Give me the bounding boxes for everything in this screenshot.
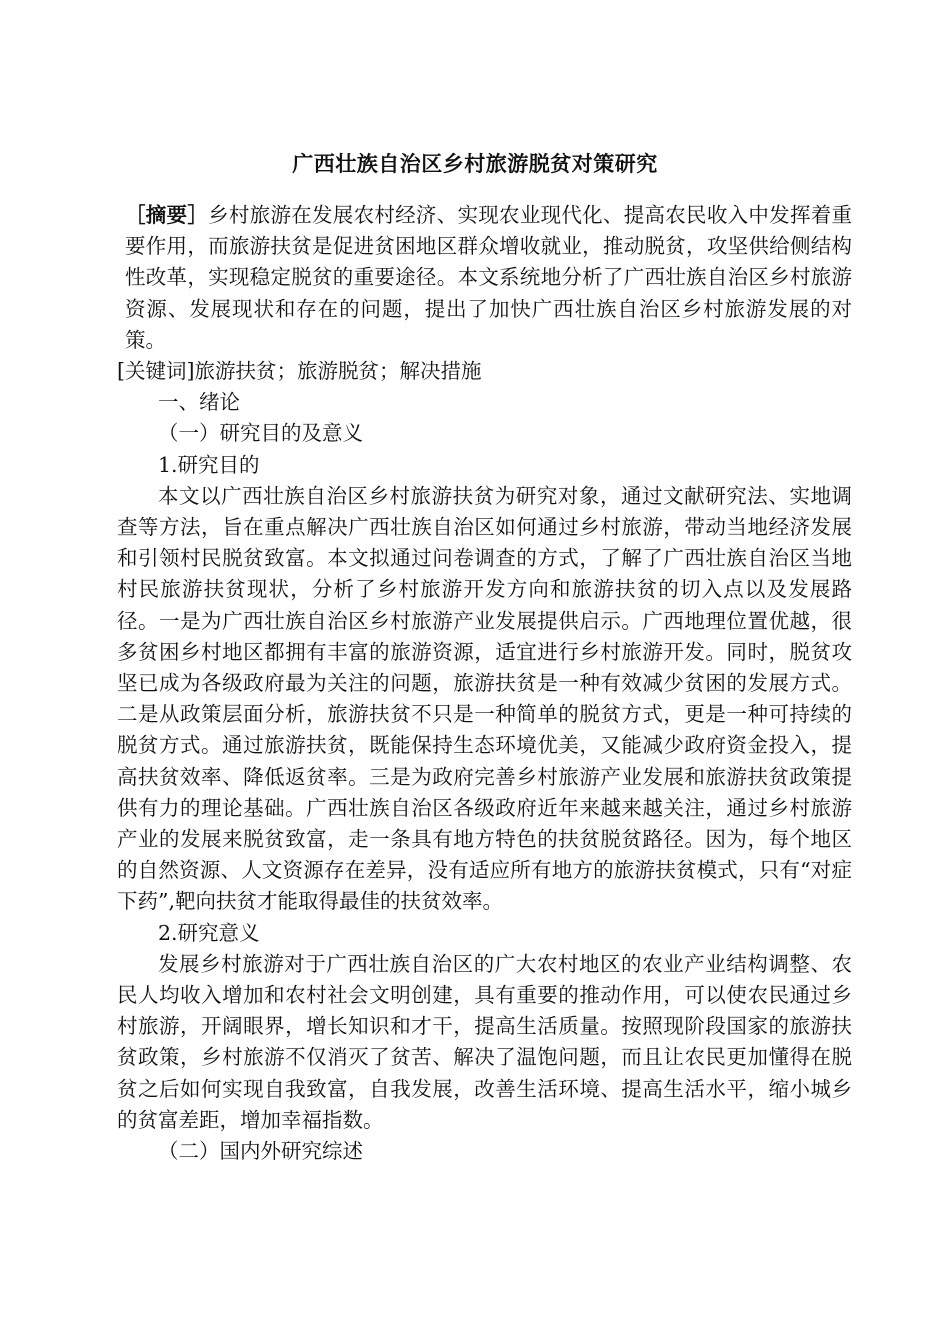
section-heading-introduction: 一、绪论 bbox=[158, 390, 240, 415]
research-significance-paragraph: 发展乡村旅游对于广西壮族自治区的广大农村地区的农业产业结构调整、农民人均收入增加和农村社会文明创建，具有重要的推动作用，可以使农民通过乡村旅游，开阔眼界，增长知识和才干，提高生活质量。按照现阶段国家的旅游扶贫政策，乡村旅游不仅消灭了贫苦、解决了温饱问题，而且让农民更加懂得在脱贫之后如何实现自我致富，自我发展，改善生活环境、提高生活水平，缩小城乡的贫富差距，增加幸福指数。 bbox=[117, 951, 852, 1132]
document-body bbox=[117, 200, 852, 1167]
document-title: 广西壮族自治区乡村旅游脱贫对策研究 bbox=[292, 151, 658, 176]
keywords-line bbox=[117, 356, 852, 387]
item-heading-research-significance: 2.研究意义 bbox=[158, 920, 260, 945]
keywords-text: 旅游扶贫；旅游脱贫；解决措施 bbox=[194, 359, 482, 384]
abstract-paragraph bbox=[117, 200, 852, 356]
abstract-text: 乡村旅游在发展农村经济、实现农业现代化、提高农民收入中发挥着重要作用，而旅游扶贫是促进贫困地区群众增收就业，推动脱贫，攻坚供给侧结构性改革，实现稳定脱贫的重要途径。本文系统地分析了广西壮族自治区乡村旅游资源、发展现状和存在的问题，提出了加快广西壮族自治区乡村旅游发展的对策。 bbox=[125, 203, 853, 352]
keywords-label: [关键词] bbox=[117, 359, 195, 384]
item-heading-research-purpose: 1.研究目的 bbox=[158, 452, 260, 477]
abstract-label: ［摘要］ bbox=[125, 203, 209, 227]
subsection-heading-purpose-significance: （一）研究目的及意义 bbox=[158, 421, 363, 446]
research-purpose-paragraph: 本文以广西壮族自治区乡村旅游扶贫为研究对象，通过文献研究法、实地调查等方法，旨在重点解决广西壮族自治区如何通过乡村旅游，带动当地经济发展和引领村民脱贫致富。本文拟通过问卷调查的方式，了解了广西壮族自治区当地村民旅游扶贫现状，分析了乡村旅游开发方向和旅游扶贫的切入点以及发展路径。一是为广西壮族自治区乡村旅游产业发展提供启示。广西地理位置优越，很多贫困乡村地区都拥有丰富的旅游资源，适宜进行乡村旅游开发。同时，脱贫攻坚已成为各级政府最为关注的问题，旅游扶贫是一种有效减少贫困的发展方式。二是从政策层面分析，旅游扶贫不只是一种简单的脱贫方式，更是一种可持续的脱贫方式。通过旅游扶贫，既能保持生态环境优美，又能减少政府资金投入，提高扶贫效率、降低返贫率。三是为政府完善乡村旅游产业发展和旅游扶贫政策提供有力的理论基础。广西壮族自治区各级政府近年来越来越关注，通过乡村旅游产业的发展来脱贫致富，走一条具有地方特色的扶贫脱贫路径。因为，每个地区的自然资源、人文资源存在差异，没有适应所有地方的旅游扶贫模式，只有“对症下药”,靶向扶贫才能取得最佳的扶贫效率。 bbox=[117, 483, 852, 914]
subsection-heading-literature-review: （二）国内外研究综述 bbox=[158, 1139, 363, 1164]
